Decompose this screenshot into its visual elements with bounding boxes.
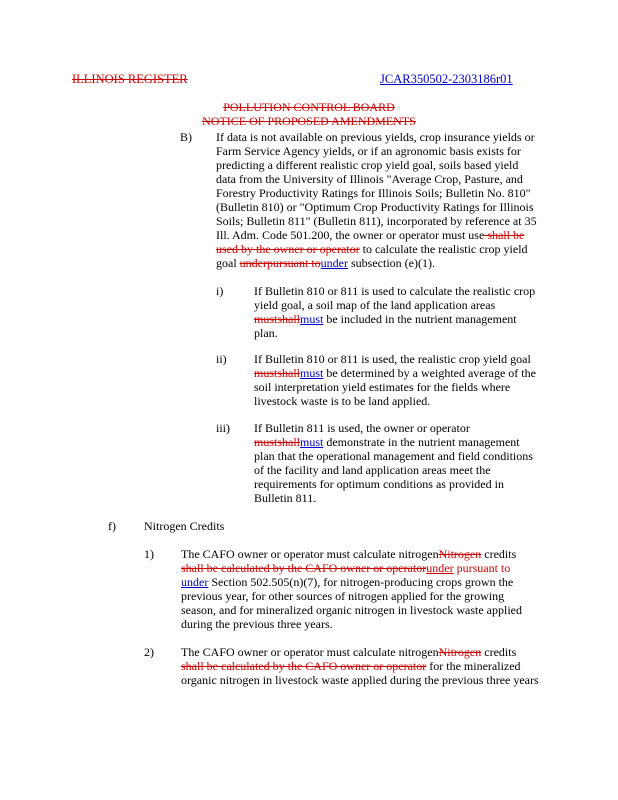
section-f-label: f) (108, 519, 116, 533)
subsection-iii-label: iii) (216, 421, 230, 435)
subsection-ii-label: ii) (216, 352, 227, 366)
item-1-label: 1) (144, 547, 154, 561)
item-2-label: 2) (144, 645, 154, 659)
register-header: ILLINOIS REGISTER (72, 72, 188, 86)
subsection-ii-text: If Bulletin 810 or 811 is used, the realistic crop yield goal mustshallmust be determined by a weighted average of the soil interpretation yield estimates for the fields where livestock waste is to be land applied. (254, 352, 536, 408)
section-f-title: Nitrogen Credits (144, 519, 225, 533)
section-b-text: If data is not available on previous yields, crop insurance yields or Farm Service Agency yields, or if an agronomic basis exists for predicting a different realistic crop yield goal, soils based yield data from the University of Illinois "Average Crop, Pasture, and Forestry Productivity Ratings for Illinois Soils; Bulletin No. 810" (Bulletin 810) or "Optimum Crop Productivity Ratings for Illinois Soils; Bulletin 811" (Bulletin 811), incorporated by reference at 35 Ill. Adm. Code 501.200, the owner or operator must use shall be used by the owner or operator to calculate the realistic crop yield goal underpursuant tounder subsection (e)(1). (216, 130, 537, 270)
subsection-iii-text: If Bulletin 811 is used, the owner or operator mustshallmust demonstrate in the nutrient management plan that the operational management and field conditions of the facility and land application areas meet the requirements for optimum conditions as provided in Bulletin 811. (254, 421, 533, 505)
notice-title: NOTICE OF PROPOSED AMENDMENTS (202, 114, 416, 128)
subsection-i-label: i) (216, 284, 224, 298)
section-b-label: B) (180, 130, 192, 144)
item-2-text: The CAFO owner or operator must calculate nitrogenNitrogen credits shall be calculated by the CAFO owner or operator for the mineralized organic nitrogen in livestock waste applied during the previous three years (181, 645, 539, 687)
subsection-i-text: If Bulletin 810 or 811 is used to calculate the realistic crop yield goal, a soil map of the land application areas mustshallmust be included in the nutrient management plan. (254, 284, 536, 340)
jcar-code: JCAR350502-2303186r01 (380, 72, 513, 86)
item-1-text: The CAFO owner or operator must calculate nitrogenNitrogen credits shall be calculated by the CAFO owner or operatorunder pursuant to under Section 502.505(n)(7), for nitrogen-producing crops grown the previous year, for other sources of nitrogen applied for the growing season, and for mineralized organic nitrogen in livestock waste applied during the previous three years. (181, 547, 523, 631)
board-title: POLLUTION CONTROL BOARD (223, 100, 395, 114)
